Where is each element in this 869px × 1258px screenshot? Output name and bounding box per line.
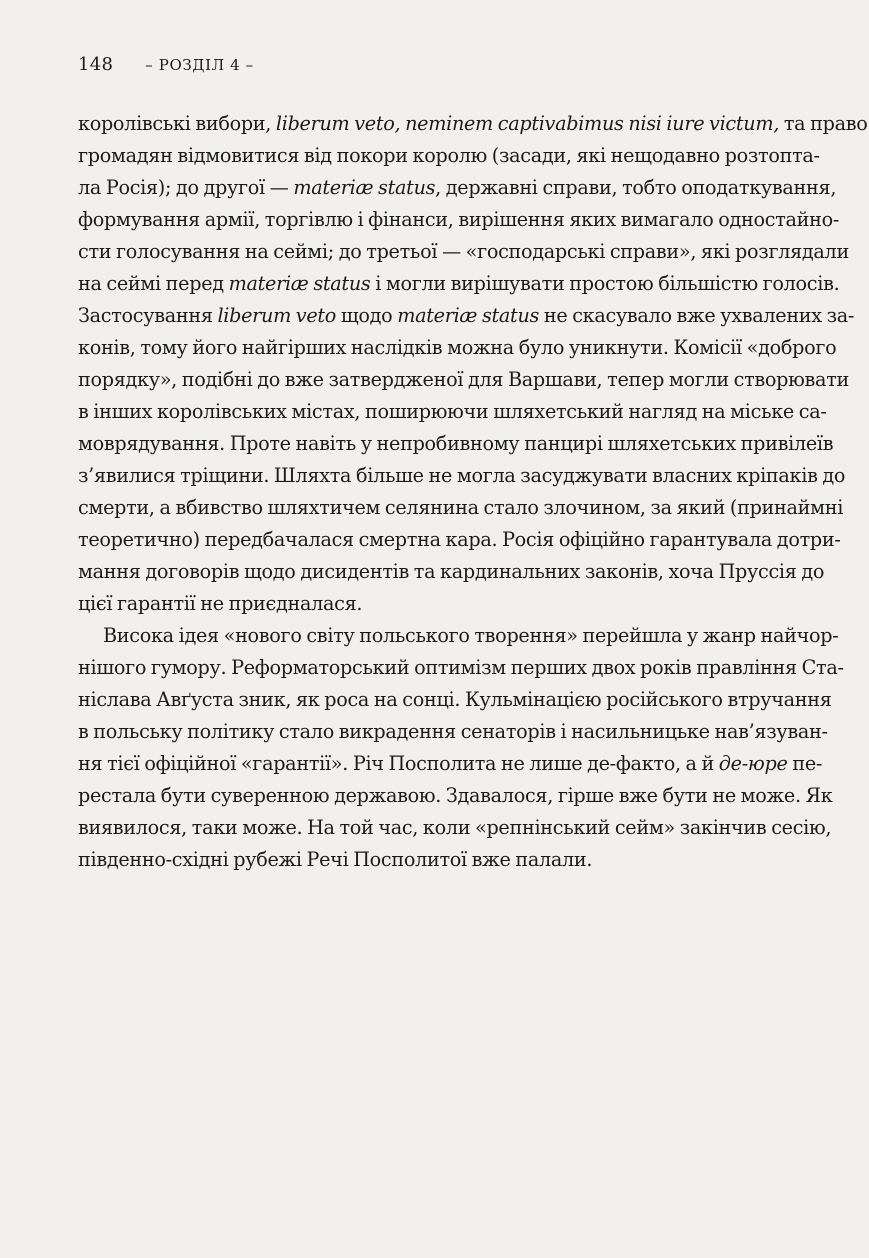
- text-span: нішого гумору. Реформаторський оптимізм перших двох років правління Ста-: [78, 656, 844, 679]
- text-span: громадян відмовитися від покори королю (засади, які нещодавно розтопта-: [78, 144, 820, 167]
- italic-text: materiæ status: [293, 176, 436, 199]
- text-line: [78, 844, 794, 876]
- running-head: [78, 54, 254, 75]
- text-span: ніслава Авґуста зник, як роса на сонці. Кульмінацією російського втручання: [78, 688, 832, 711]
- text-span: щодо: [336, 304, 398, 327]
- text-span: рестала бути суверенною державою. Здавалося, гірше вже бути не може. Як: [78, 784, 833, 807]
- text-span: виявилося, таки може. На той час, коли «репнінський сейм» закінчив сесію,: [78, 816, 832, 839]
- text-line: [78, 204, 840, 236]
- text-span: не скасувало вже ухвалених за-: [539, 304, 855, 327]
- text-span: з’явилися тріщини. Шляхта більше не могла засуджувати власних кріпаків до: [78, 464, 846, 487]
- text-line: [78, 268, 840, 300]
- chapter-title: – РОЗДІЛ 4 –: [145, 56, 254, 74]
- text-line: [78, 108, 868, 140]
- text-line: [78, 780, 833, 812]
- text-line: [78, 748, 823, 780]
- text-span: та право: [779, 112, 868, 135]
- text-span: конів, тому його найгірших наслідків можна було уникнути. Комісії «доброго: [78, 336, 837, 359]
- italic-text: liberum veto, neminem captivabimus nisi iure victum,: [275, 112, 780, 135]
- text-line: [78, 236, 849, 268]
- text-line: [78, 812, 832, 844]
- text-line: [78, 684, 832, 716]
- text-line: [78, 332, 837, 364]
- text-span: в інших королівських містах, поширюючи шляхетський нагляд на міське са-: [78, 400, 827, 423]
- text-line: [78, 524, 841, 556]
- text-span: південно-східні рубежі Речі Посполитої вже палали.: [78, 848, 593, 871]
- text-span: цієї гарантії не приєдналася.: [78, 592, 363, 615]
- text-line: [78, 716, 828, 748]
- text-line: [78, 556, 825, 588]
- text-span: на сеймі перед: [78, 272, 229, 295]
- italic-text: liberum veto: [217, 304, 337, 327]
- text-span: сти голосування на сеймі; до третьої — «господарські справи», які розглядали: [78, 240, 849, 263]
- text-line: [78, 428, 834, 460]
- italic-text: materiæ status: [397, 304, 540, 327]
- text-span: королівські вибори,: [78, 112, 276, 135]
- text-line: [78, 620, 839, 652]
- text-span: смерти, а вбивство шляхтичем селянина стало злочином, за який (принаймні: [78, 496, 844, 519]
- text-line: [78, 140, 820, 172]
- body-text: [78, 108, 868, 876]
- text-span: мання договорів щодо дисидентів та кардинальних законів, хоча Пруссія до: [78, 560, 825, 583]
- text-span: теоретично) передбачалася смертна кара. Росія офіційно гарантувала дотри-: [78, 528, 841, 551]
- page-number: 148: [78, 54, 114, 75]
- text-line: [78, 172, 837, 204]
- text-span: ла Росія); до другої —: [78, 176, 294, 199]
- text-line: [78, 652, 844, 684]
- text-span: пе-: [787, 752, 823, 775]
- text-line: [78, 364, 850, 396]
- text-span: , державні справи, тобто оподаткування,: [435, 176, 837, 199]
- text-line: [78, 588, 794, 620]
- text-line: [78, 492, 844, 524]
- text-line: [78, 396, 827, 428]
- text-span: в польську політику стало викрадення сенаторів і насильницьке нав’язуван-: [78, 720, 828, 743]
- text-line: [78, 300, 855, 332]
- text-span: формування армії, торгівлю і фінанси, вирішення яких вимагало одностайно-: [78, 208, 840, 231]
- text-span: ня тієї офіційної «гарантії». Річ Посполита не лише де-факто, а й: [78, 752, 719, 775]
- text-line: [78, 460, 846, 492]
- text-span: Висока ідея «нового світу польського творення» перейшла у жанр найчор-: [103, 624, 839, 647]
- text-span: Застосування: [78, 304, 218, 327]
- text-span: моврядування. Проте навіть у непробивному панцирі шляхетських привілеїв: [78, 432, 834, 455]
- text-span: і могли вирішувати простою більшістю голосів.: [370, 272, 840, 295]
- italic-text: де-юре: [718, 752, 788, 775]
- text-span: порядку», подібні до вже затвердженої для Варшави, тепер могли створювати: [78, 368, 850, 391]
- italic-text: materiæ status: [228, 272, 371, 295]
